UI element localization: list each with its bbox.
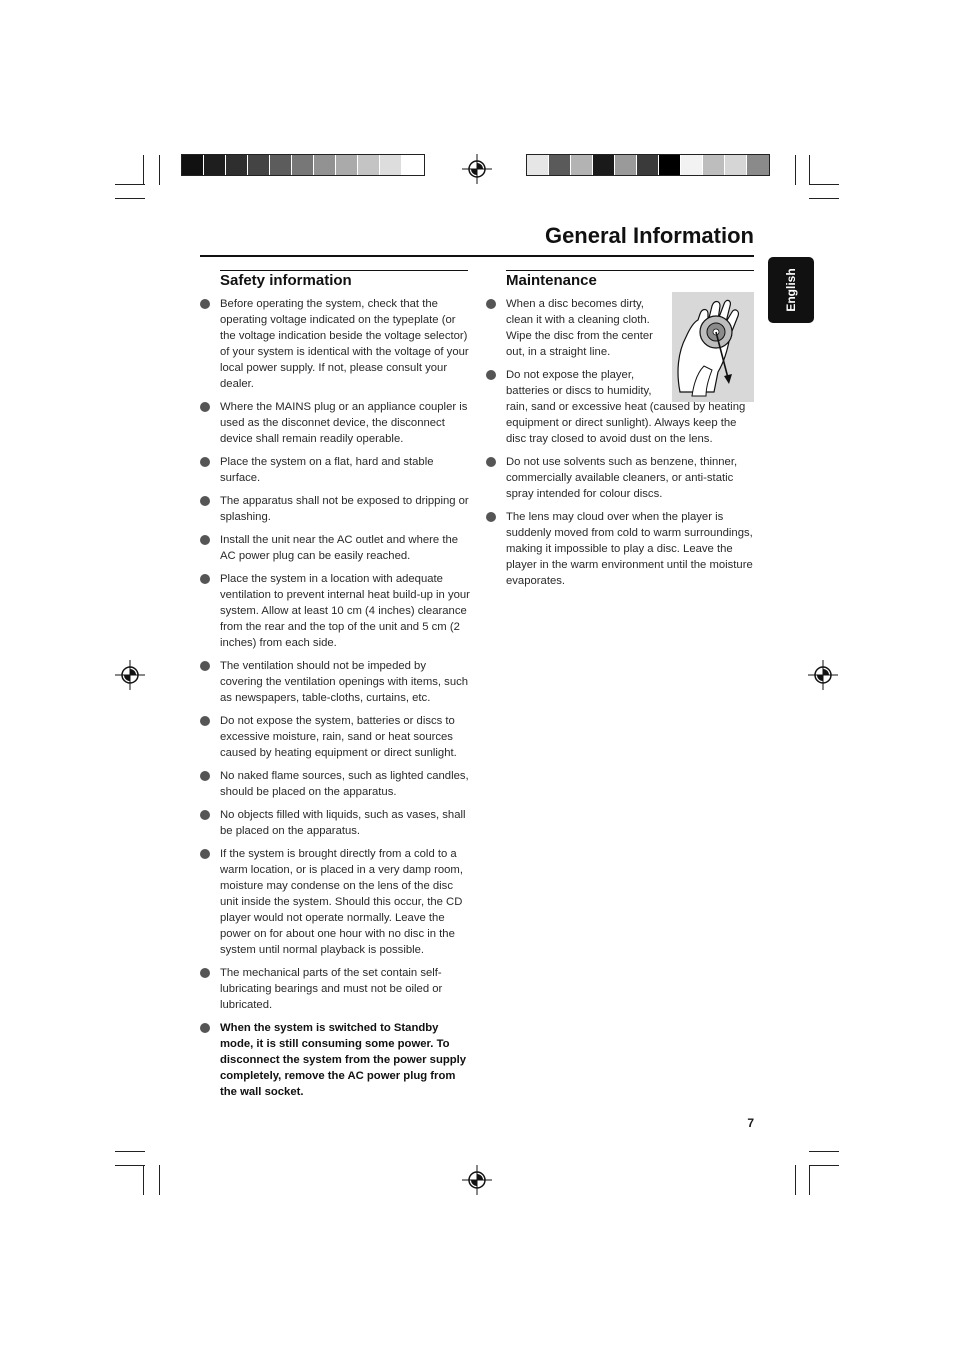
bullet-icon bbox=[200, 496, 210, 506]
color-swatch bbox=[637, 155, 659, 175]
color-swatch bbox=[725, 155, 747, 175]
crop-mark bbox=[809, 1165, 839, 1166]
list-item bbox=[220, 713, 470, 761]
crop-mark bbox=[143, 1165, 144, 1195]
registration-mark-icon bbox=[115, 660, 145, 690]
list-item-text: If the system is brought directly from a cold to a warm location, or is placed in a very damp room, moisture may condense on the lens of the disc unit inside the system. Should this occur, the CD player would not operate normally. Leave the power on for about one hour with no disc in the system until normal playback is possible. bbox=[220, 848, 463, 956]
safety-heading: Safety information bbox=[220, 272, 352, 289]
list-item bbox=[220, 658, 470, 706]
color-swatch bbox=[204, 155, 226, 175]
crop-mark bbox=[809, 198, 839, 199]
list-item-text: When a disc becomes dirty, clean it with a cleaning cloth. Wipe the disc from the center out, in a straight line. bbox=[506, 298, 653, 358]
list-item bbox=[220, 532, 470, 564]
list-item bbox=[220, 571, 470, 651]
bullet-icon bbox=[486, 512, 496, 522]
color-swatch bbox=[182, 155, 204, 175]
color-swatch bbox=[380, 155, 402, 175]
crop-mark bbox=[809, 184, 839, 185]
color-swatch bbox=[659, 155, 681, 175]
crop-mark bbox=[143, 155, 144, 185]
color-swatch bbox=[703, 155, 725, 175]
page-title: General Information bbox=[544, 223, 754, 248]
color-swatch bbox=[593, 155, 615, 175]
list-item-text: Before operating the system, check that the operating voltage indicated on the typeplate (or the voltage indication beside the voltage selector) of your system is identical with the voltage of your local power supply. If not, please consult your dealer. bbox=[220, 298, 469, 390]
list-item bbox=[506, 367, 756, 447]
list-item-text: Where the MAINS plug or an appliance coupler is used as the disconnet device, the disconnect device shall remain readily operable. bbox=[220, 401, 468, 445]
list-item-text: Install the unit near the AC outlet and where the AC power plug can be easily reached. bbox=[220, 534, 459, 562]
color-swatch bbox=[402, 155, 424, 175]
bullet-icon bbox=[200, 716, 210, 726]
crop-mark bbox=[809, 1165, 810, 1195]
crop-mark bbox=[115, 198, 145, 199]
color-swatch bbox=[527, 155, 549, 175]
bullet-icon bbox=[486, 370, 496, 380]
color-swatch bbox=[270, 155, 292, 175]
bullet-icon bbox=[486, 457, 496, 467]
registration-mark-icon bbox=[808, 660, 838, 690]
registration-mark-icon bbox=[462, 1165, 492, 1195]
crop-mark bbox=[795, 1165, 796, 1195]
crop-mark bbox=[159, 155, 160, 185]
registration-mark-icon bbox=[462, 154, 492, 184]
safety-list bbox=[220, 296, 470, 1107]
color-swatch bbox=[571, 155, 593, 175]
bullet-icon bbox=[200, 535, 210, 545]
list-item-text: No naked flame sources, such as lighted candles, should be placed on the apparatus. bbox=[220, 770, 469, 798]
color-swatch bbox=[358, 155, 380, 175]
illustration-spacer bbox=[670, 367, 756, 399]
bullet-icon bbox=[200, 771, 210, 781]
color-swatch bbox=[292, 155, 314, 175]
bullet-icon bbox=[200, 1023, 210, 1033]
list-item-text: When the system is switched to Standby mode, it is still consuming some power. To disconnect the system from the power supply completely, remove the AC power plug from the wall socket. bbox=[220, 1022, 467, 1098]
crop-mark bbox=[115, 1151, 145, 1152]
crop-mark bbox=[115, 184, 145, 185]
list-item-text: No objects filled with liquids, such as vases, shall be placed on the apparatus. bbox=[220, 809, 466, 837]
bullet-icon bbox=[200, 968, 210, 978]
crop-mark bbox=[115, 1165, 145, 1166]
language-tab-label: English bbox=[784, 268, 798, 312]
color-swatch bbox=[747, 155, 769, 175]
list-item bbox=[506, 296, 666, 360]
bullet-icon bbox=[200, 457, 210, 467]
maintenance-heading: Maintenance bbox=[506, 272, 597, 289]
list-item-text: The lens may cloud over when the player is suddenly moved from cold to warm surroundings, making it impossible to play a disc. Leave the player in the warm environment until the moisture evaporates. bbox=[506, 511, 753, 587]
maintenance-list bbox=[506, 296, 756, 596]
list-item bbox=[220, 454, 470, 486]
color-swatch bbox=[615, 155, 637, 175]
crop-mark bbox=[809, 155, 810, 185]
list-item bbox=[220, 399, 470, 447]
list-item-text: Do not expose the system, batteries or discs to excessive moisture, rain, sand or heat sources caused by heating equipment or direct sunlight. bbox=[220, 715, 457, 759]
page-number: 7 bbox=[747, 1116, 754, 1130]
list-item-text: Do not expose the player, batteries or discs to humidity, rain, sand or excessive heat (caused by heating equipment or direct sunlight). Always keep the disc tray closed to avoid dust on the lens. bbox=[506, 369, 746, 445]
section-rule bbox=[506, 270, 754, 271]
bullet-icon bbox=[200, 661, 210, 671]
color-calibration-bar-right bbox=[526, 154, 770, 176]
color-swatch bbox=[336, 155, 358, 175]
bullet-icon bbox=[200, 402, 210, 412]
color-swatch bbox=[314, 155, 336, 175]
list-item bbox=[220, 1020, 470, 1100]
color-calibration-bar-left bbox=[181, 154, 425, 176]
list-item-text: Do not use solvents such as benzene, thinner, commercially available cleaners, or anti-static spray intended for colour discs. bbox=[506, 456, 738, 500]
crop-mark bbox=[159, 1165, 160, 1195]
list-item bbox=[220, 965, 470, 1013]
bullet-icon bbox=[200, 810, 210, 820]
bullet-icon bbox=[486, 299, 496, 309]
bullet-icon bbox=[200, 574, 210, 584]
section-rule bbox=[220, 270, 468, 271]
list-item bbox=[220, 493, 470, 525]
title-rule bbox=[200, 255, 754, 257]
list-item-text: The apparatus shall not be exposed to dripping or splashing. bbox=[220, 495, 469, 523]
color-swatch bbox=[549, 155, 571, 175]
list-item bbox=[220, 807, 470, 839]
list-item-text: Place the system in a location with adequate ventilation to prevent internal heat build-up in your system. Allow at least 10 cm (4 inches) clearance from the rear and the top of the unit and 5 cm (2 inches) from each side. bbox=[220, 573, 470, 649]
bullet-icon bbox=[200, 849, 210, 859]
list-item bbox=[220, 846, 470, 958]
list-item-text: The ventilation should not be impeded by covering the ventilation openings with items, such as newspapers, table-cloths, curtains, etc. bbox=[220, 660, 469, 704]
crop-mark bbox=[809, 1151, 839, 1152]
color-swatch bbox=[681, 155, 703, 175]
language-tab bbox=[768, 257, 814, 323]
list-item-text: The mechanical parts of the set contain self-lubricating bearings and must not be oiled or lubricated. bbox=[220, 967, 443, 1011]
list-item bbox=[220, 296, 470, 392]
color-swatch bbox=[226, 155, 248, 175]
list-item bbox=[220, 768, 470, 800]
crop-mark bbox=[795, 155, 796, 185]
color-swatch bbox=[248, 155, 270, 175]
list-item bbox=[506, 454, 756, 502]
list-item bbox=[506, 509, 756, 589]
list-item-text: Place the system on a flat, hard and stable surface. bbox=[220, 456, 434, 484]
bullet-icon bbox=[200, 299, 210, 309]
